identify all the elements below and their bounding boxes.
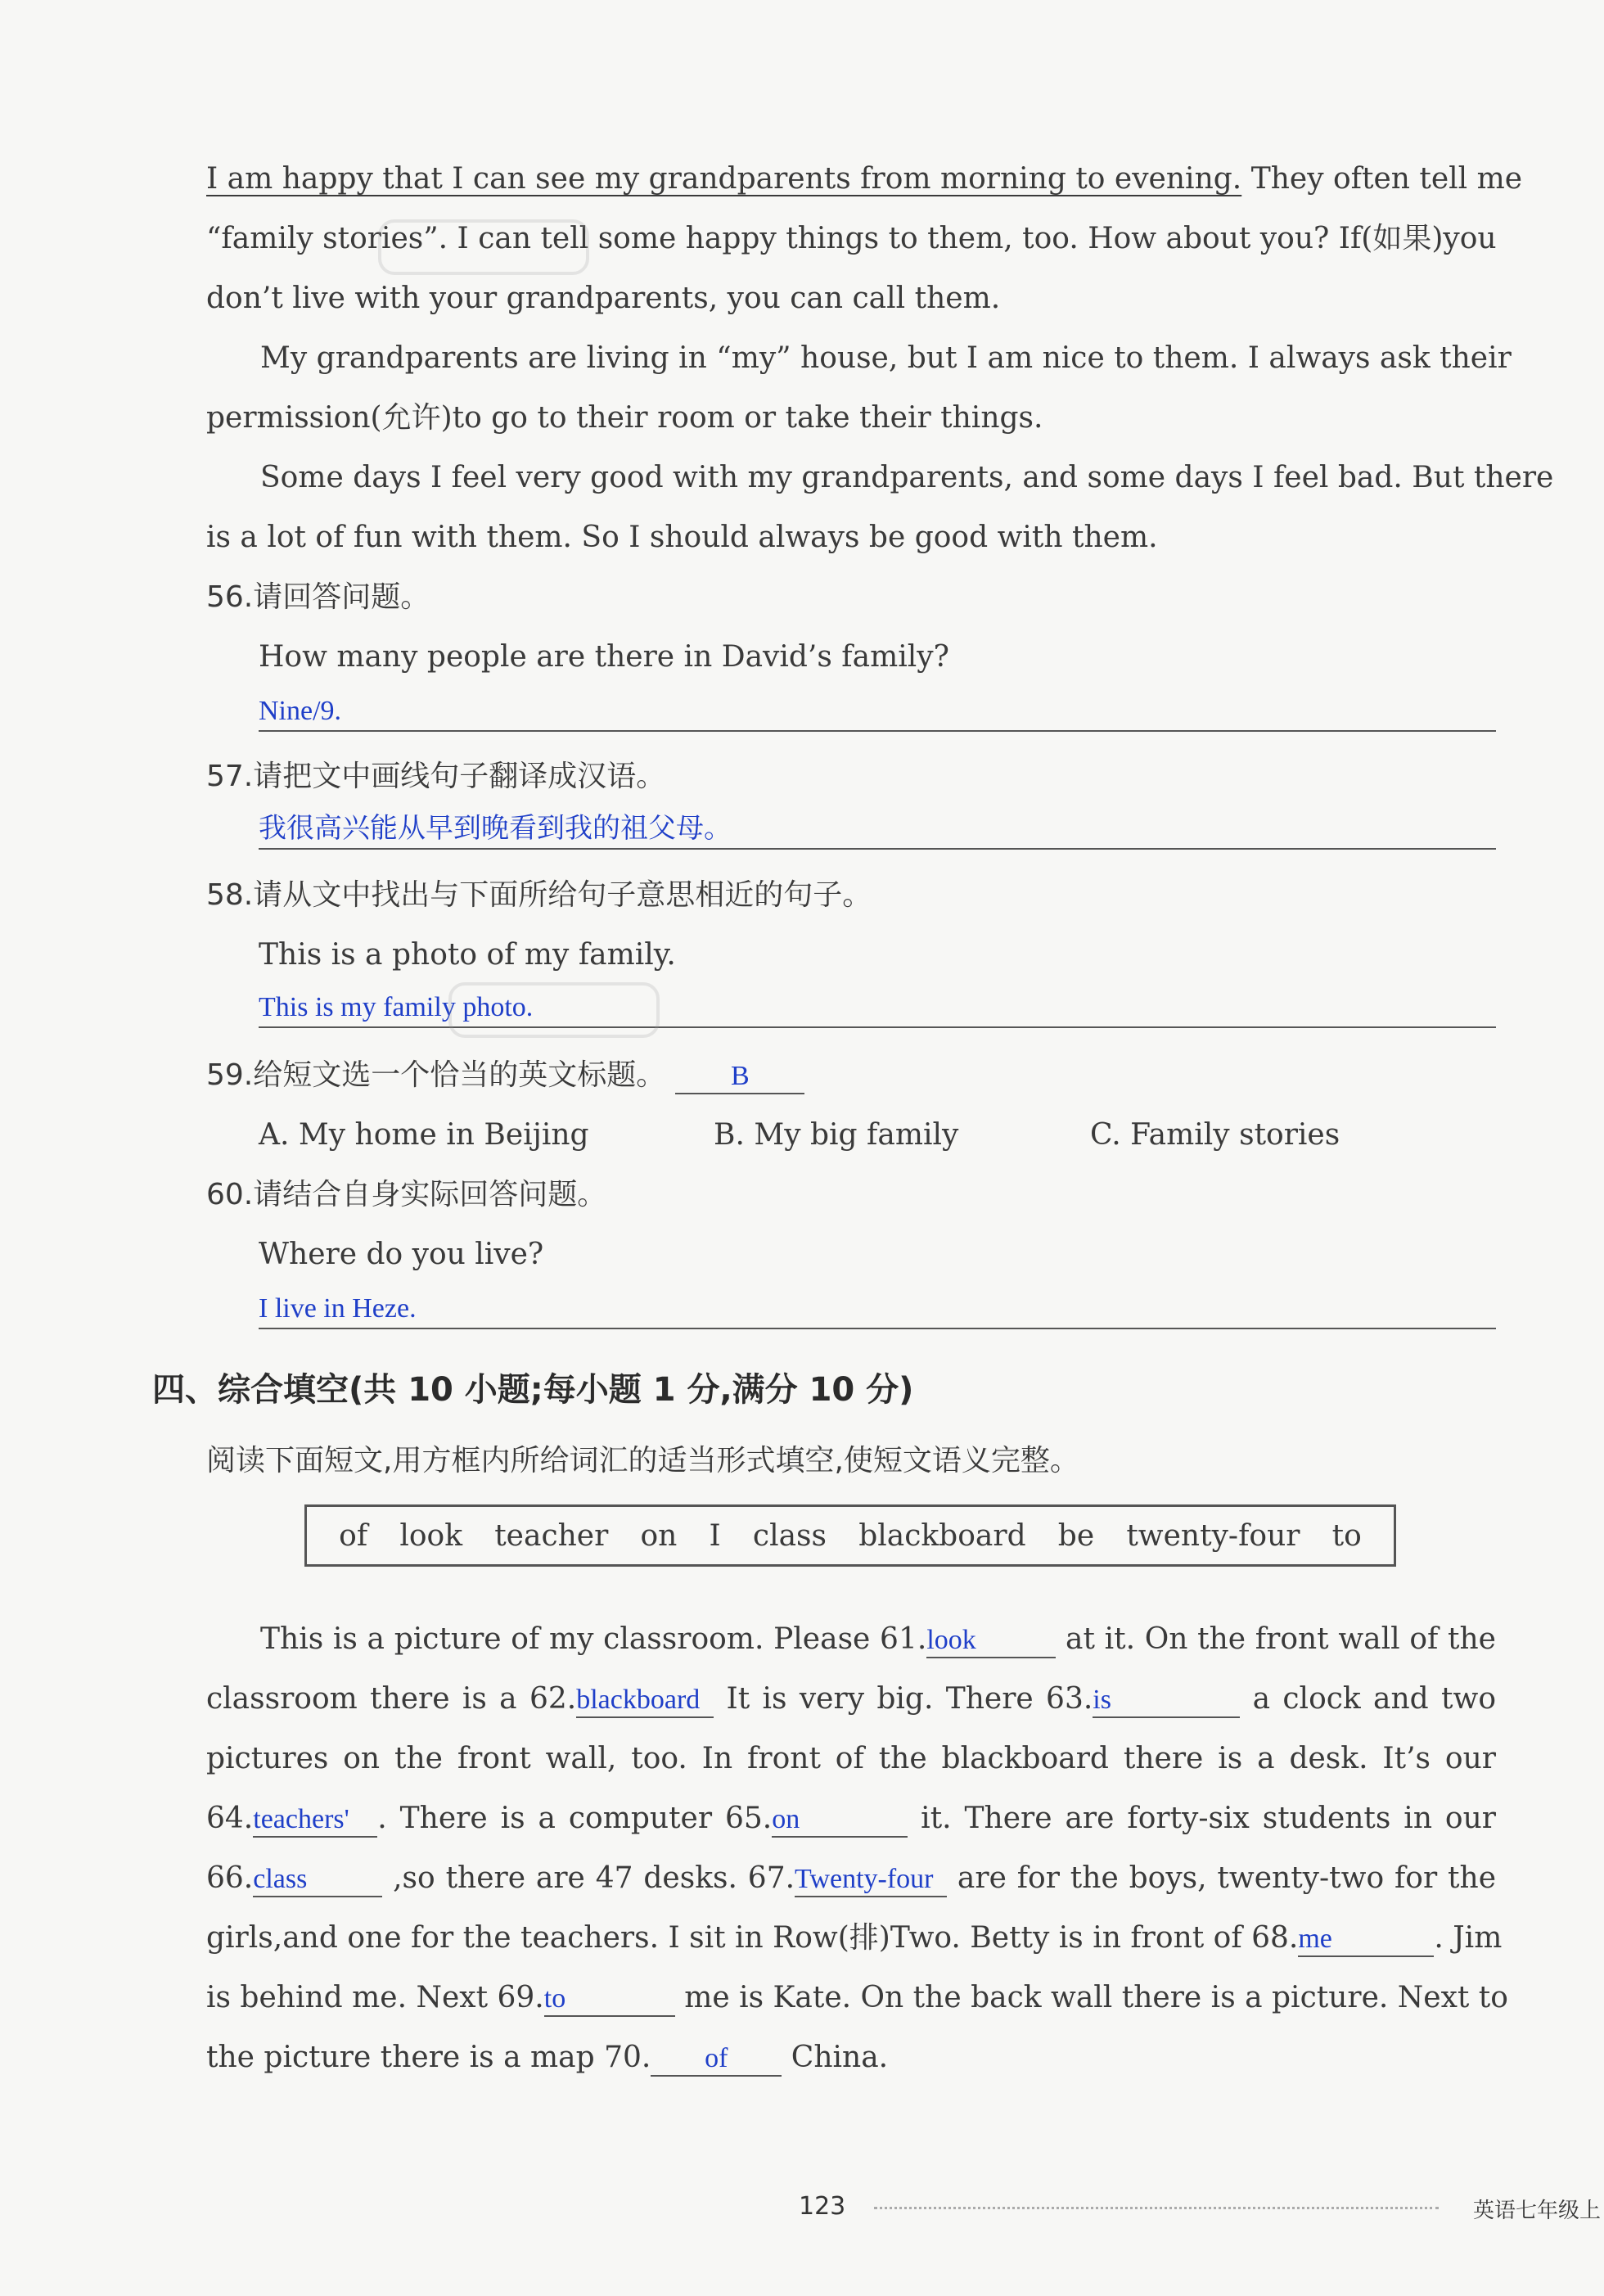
blank-70: of <box>651 2042 782 2077</box>
word-on: on <box>640 1518 678 1553</box>
passage-para2-line-2: permission(允许)to go to their room or take their things. <box>206 401 1043 435</box>
blank-67: Twenty-four <box>795 1863 947 1897</box>
passage-line-1: I am happy that I can see my grandparents from morning to evening. They often tell me <box>206 162 1523 196</box>
blank-64: teachers' <box>253 1803 377 1838</box>
cloze-line-3: pictures on the front wall, too. In front of the blackboard there is a desk. It’s our <box>206 1742 1496 1775</box>
blank-68: me <box>1298 1923 1434 1957</box>
question-60-text: Where do you live? <box>259 1238 544 1271</box>
option-a: A. My home in Beijing <box>259 1118 589 1152</box>
blank-66: class <box>253 1863 382 1897</box>
blank-63: is <box>1093 1684 1240 1718</box>
option-b: B. My big family <box>714 1118 959 1152</box>
underlined-sentence: I am happy that I can see my grandparents from morning to evening. <box>206 162 1242 196</box>
word-to: to <box>1331 1518 1362 1553</box>
word-i: I <box>709 1518 721 1553</box>
word-teacher: teacher <box>494 1518 609 1553</box>
question-58-text: This is a photo of my family. <box>259 938 676 972</box>
answer-57: 我很高兴能从早到晚看到我的祖父母。 <box>259 810 1496 850</box>
answer-56: Nine/9. <box>259 692 1496 732</box>
passage-para2-line-1: My grandparents are living in “my” house, but I am nice to them. I always ask their <box>260 341 1512 375</box>
word-be: be <box>1057 1518 1095 1553</box>
word-of: of <box>339 1518 368 1553</box>
option-c: C. Family stories <box>1090 1118 1340 1152</box>
question-60: 60.请结合自身实际回答问题。 <box>206 1178 607 1211</box>
word-blackboard: blackboard <box>858 1518 1026 1553</box>
word-look: look <box>399 1518 463 1553</box>
question-56-text: How many people are there in David’s family? <box>259 640 949 674</box>
answer-59-blank: B <box>675 1060 804 1094</box>
cloze-line-1: This is a picture of my classroom. Please 61.look at it. On the front wall of the <box>260 1619 1496 1660</box>
question-59: 59.给短文选一个恰当的英文标题。 B <box>206 1055 1496 1096</box>
blank-69: to <box>544 1982 675 2017</box>
blank-62: blackboard <box>576 1684 714 1718</box>
blank-65: on <box>772 1803 908 1838</box>
passage-line-2: “family stories”. I can tell some happy things to them, too. How about you? If(如果)you <box>206 222 1497 255</box>
page-number: 123 <box>799 2192 846 2221</box>
footer-divider <box>874 2207 1439 2209</box>
footer-label: 英语七年级上 <box>1473 2199 1602 2223</box>
question-58: 58.请从文中找出与下面所给句子意思相近的句子。 <box>206 878 872 912</box>
question-57: 57.请把文中画线句子翻译成汉语。 <box>206 760 666 793</box>
passage-para3-line-1: Some days I feel very good with my grandparents, and some days I feel bad. But there <box>260 461 1554 494</box>
word-box <box>304 1504 1396 1567</box>
cloze-line-7: is behind me. Next 69.to me is Kate. On the back wall there is a picture. Next to <box>206 1978 1496 2019</box>
question-56: 56.请回答问题。 <box>206 580 430 614</box>
blank-61: look <box>926 1624 1056 1658</box>
passage-line-3: don’t live with your grandparents, you can call them. <box>206 282 1001 315</box>
cloze-line-5: 66.class ,so there are 47 desks. 67.Twenty-four are for the boys, twenty-two for the <box>206 1858 1496 1899</box>
answer-58: This is my family photo. <box>259 989 1496 1028</box>
section-4-title: 四、综合填空(共 10 小题;每小题 1 分,满分 10 分) <box>152 1371 914 1409</box>
section-4-instruction: 阅读下面短文,用方框内所给词汇的适当形式填空,使短文语义完整。 <box>206 1444 1079 1477</box>
cloze-line-6: girls,and one for the teachers. I sit in Row(排)Two. Betty is in front of 68.me . Jim <box>206 1918 1496 1959</box>
answer-60: I live in Heze. <box>259 1290 1496 1329</box>
cloze-line-2: classroom there is a 62.blackboard It is very big. There 63.is a clock and two <box>206 1679 1496 1720</box>
word-class: class <box>752 1518 827 1553</box>
word-twenty-four: twenty-four <box>1126 1518 1300 1553</box>
cloze-line-8: the picture there is a map 70. of China. <box>206 2037 1496 2078</box>
passage-para3-line-2: is a lot of fun with them. So I should always be good with them. <box>206 521 1158 554</box>
cloze-line-4: 64.teachers' . There is a computer 65.on it. There are forty-six students in our <box>206 1798 1496 1839</box>
